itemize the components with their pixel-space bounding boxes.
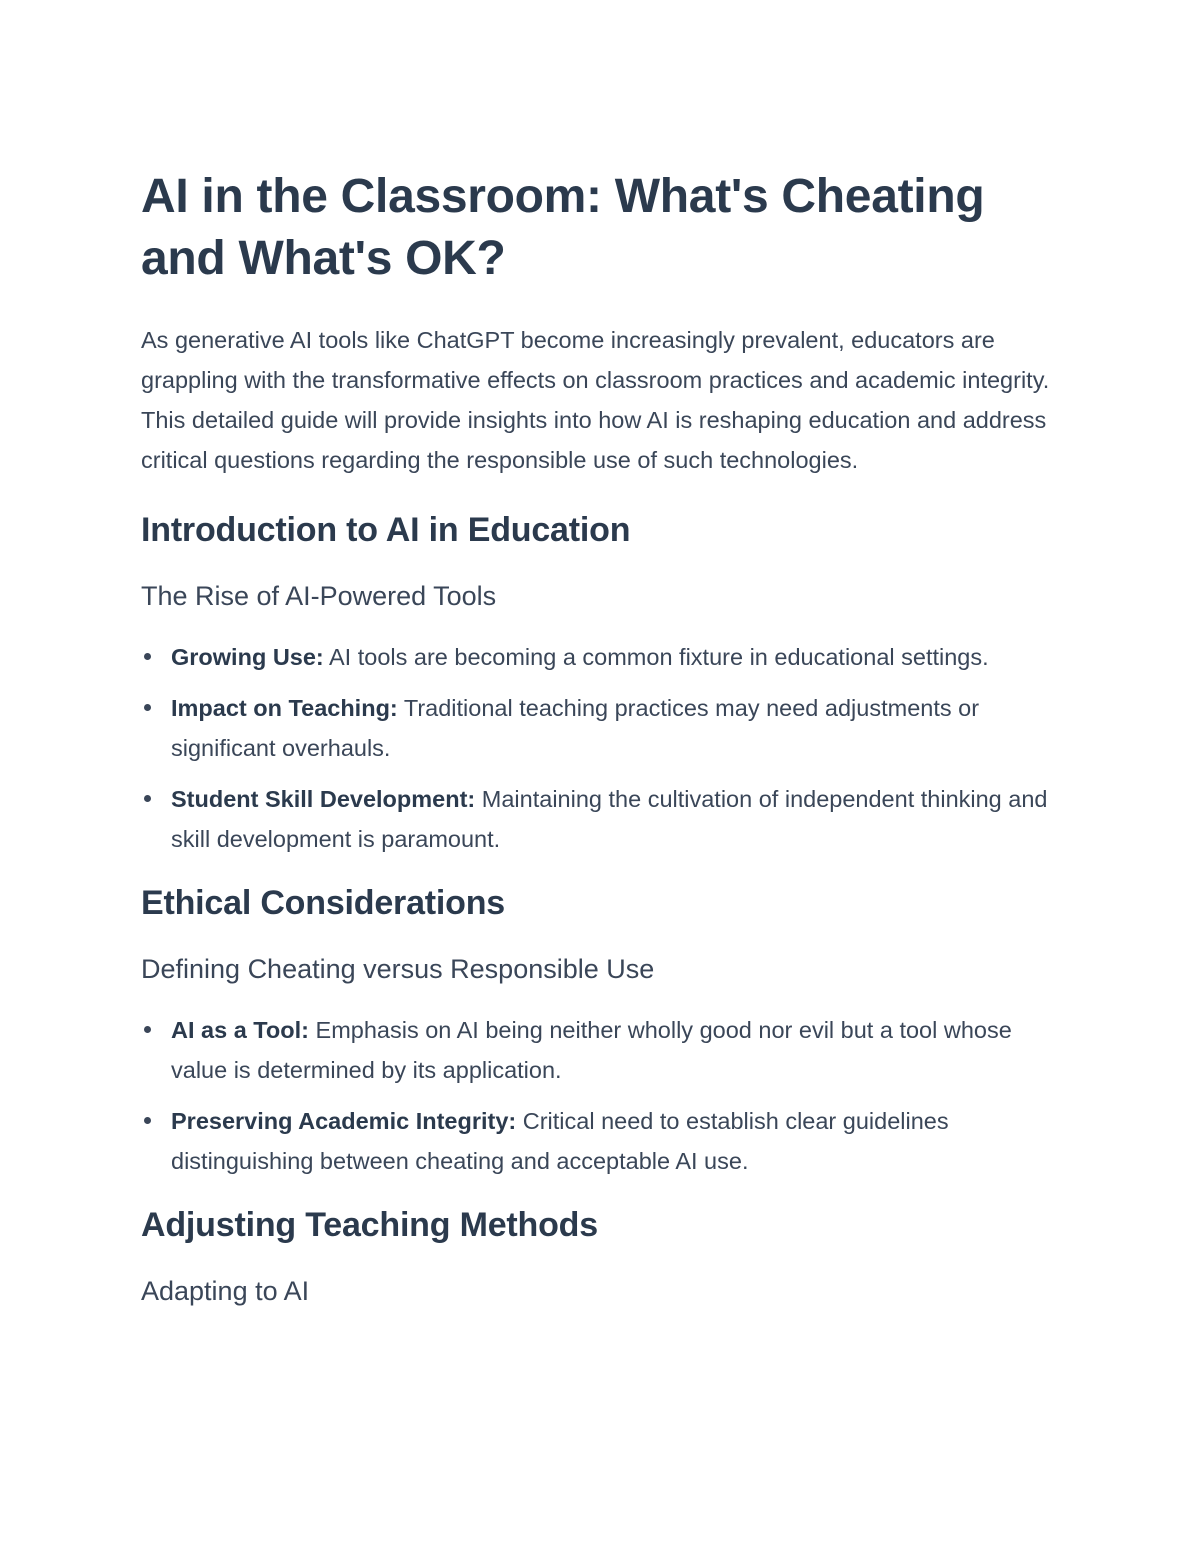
list-item xyxy=(141,1101,1066,1181)
bullet-list-rise-of-ai xyxy=(141,637,1066,859)
list-item-label: Student Skill Development: xyxy=(171,786,476,812)
bullet-icon xyxy=(144,1117,151,1124)
list-item-label: AI as a Tool: xyxy=(171,1017,309,1043)
list-item xyxy=(141,637,1066,677)
list-item-text: Traditional teaching practices may need adjustments or significant overhauls. xyxy=(171,695,980,761)
section-subheading-adapting-to-ai: Adapting to AI xyxy=(141,1276,310,1306)
section-heading-introduction: Introduction to AI in Education xyxy=(141,511,631,549)
list-item-text: AI tools are becoming a common fixture in educational settings. xyxy=(323,644,989,670)
list-item-label: Growing Use: xyxy=(171,644,324,670)
bullet-icon xyxy=(144,653,151,660)
list-item-label: Preserving Academic Integrity: xyxy=(171,1108,517,1134)
list-item-label: Impact on Teaching: xyxy=(171,695,398,721)
section-subheading-rise-of-ai: The Rise of AI-Powered Tools xyxy=(141,581,497,611)
intro-paragraph: As generative AI tools like ChatGPT become increasingly prevalent, educators are grappling with the transformative effects on classroom practices and academic integrity. This detailed guide will provide insights into how AI is reshaping education and address critical questions regarding the responsible use of such technologies. xyxy=(141,327,1050,473)
list-item xyxy=(141,779,1066,859)
document-page xyxy=(141,166,1066,1309)
bullet-list-defining-cheating xyxy=(141,1010,1066,1181)
list-item-text: Maintaining the cultivation of independent thinking and skill development is paramount. xyxy=(171,786,1048,852)
list-item-text: Emphasis on AI being neither wholly good nor evil but a tool whose value is determined by its application. xyxy=(171,1017,1012,1083)
page-title: AI in the Classroom: What's Cheating and What's OK? xyxy=(141,170,985,285)
section-subheading-defining-cheating: Defining Cheating versus Responsible Use xyxy=(141,954,655,984)
bullet-icon xyxy=(144,704,151,711)
list-item-text: Critical need to establish clear guidelines distinguishing between cheating and acceptable AI use. xyxy=(171,1108,949,1174)
list-item xyxy=(141,688,1066,768)
list-item xyxy=(141,1010,1066,1090)
bullet-icon xyxy=(144,1026,151,1033)
section-heading-adjusting-teaching: Adjusting Teaching Methods xyxy=(141,1206,598,1244)
section-heading-ethical-considerations: Ethical Considerations xyxy=(141,884,506,922)
bullet-icon xyxy=(144,795,151,802)
